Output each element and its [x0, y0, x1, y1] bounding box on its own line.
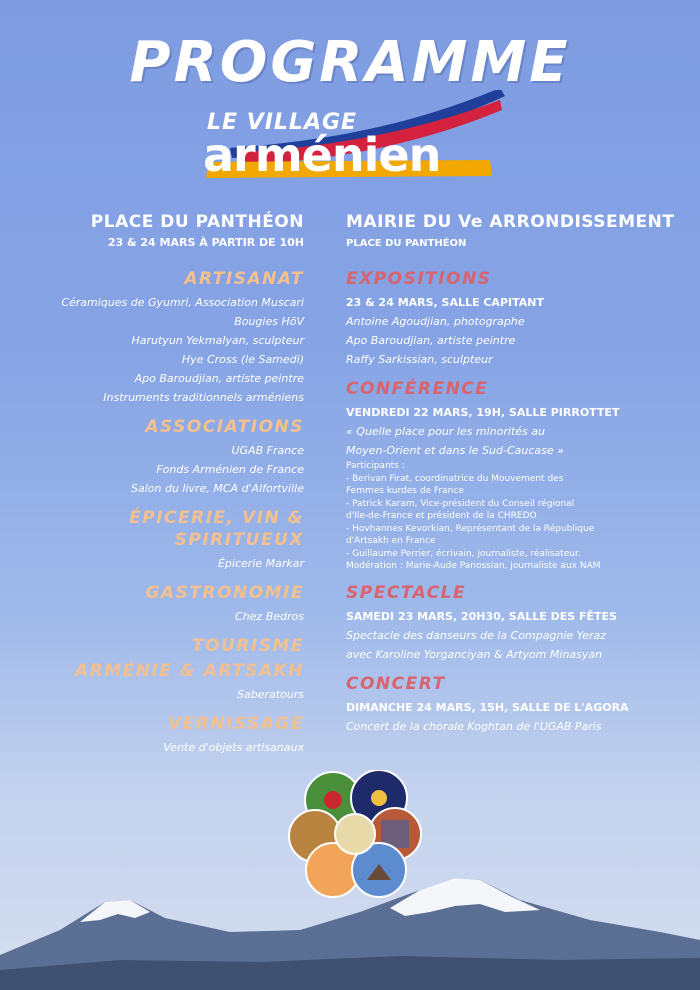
section-associations	[14, 416, 304, 498]
list-item: Raffy Sarkissian, sculpteur	[346, 353, 493, 366]
conference-quote: Moyen-Orient et dans le Sud-Caucase »	[346, 444, 564, 457]
list-item: Bougies HōV	[234, 315, 304, 328]
list-item: Apo Baroudjian, artiste peintre	[134, 372, 304, 385]
list-item: UGAB France	[231, 444, 304, 457]
left-column	[14, 268, 304, 766]
section-expositions	[346, 268, 686, 369]
venue-left-dates: 23 & 24 MARS À PARTIR DE 10H	[107, 236, 304, 249]
section-title: VERNISSAGE	[167, 714, 304, 734]
section-title: GASTRONOMIE	[145, 583, 304, 603]
collage-center-photo	[335, 814, 375, 854]
section-title: CONFÉRENCE	[346, 379, 489, 399]
list-item: Chez Bedros	[235, 610, 304, 623]
section-title: TOURISME	[191, 636, 304, 656]
list-item: Salon du livre, MCA d'Alfortville	[131, 482, 304, 495]
section-subhead: SAMEDI 23 MARS, 20H30, SALLE DES FÊTES	[346, 609, 617, 623]
participant-line: Femmes kurdes de France	[346, 486, 464, 496]
participant-line: d'Artsakh en France	[346, 536, 436, 546]
participant-line: - Berivan Firat, coordinatrice du Mouvement des	[346, 473, 564, 484]
venue-right-sub: PLACE DU PANTHÉON	[346, 238, 467, 249]
venue-right-name: MAIRIE DU Ve ARRONDISSEMENT	[346, 212, 675, 232]
list-item: Apo Baroudjian, artiste peintre	[346, 334, 516, 347]
page-title: PROGRAMME	[129, 30, 571, 95]
participant-line: - Patrick Karam, Vice-président du Conseil régional	[346, 498, 575, 509]
participant-line: d'Ile-de-France et président de la CHREDO	[346, 511, 537, 521]
list-item: Antoine Agoudjian, photographe	[346, 315, 525, 328]
list-item: Épicerie Markar	[217, 557, 304, 570]
venue-left-name: PLACE DU PANTHÉON	[90, 212, 304, 232]
participant-line: - Hovhannes Kevorkian, Représentant de la République	[346, 523, 595, 534]
section-subhead: DIMANCHE 24 MARS, 15H, SALLE DE L'AGORA	[346, 700, 629, 714]
section-conference	[346, 378, 686, 573]
logo-main-text: arménien	[203, 128, 441, 182]
list-item: Fonds Arménien de France	[156, 463, 304, 476]
list-item: Céramiques de Gyumri, Association Muscari	[61, 296, 304, 309]
participant-line: Participants :	[346, 461, 405, 471]
participant-line: Modération : Marie-Aude Panossian, journaliste aux NAM	[346, 561, 601, 571]
conference-quote: « Quelle place pour les minorités au	[346, 425, 545, 438]
section-title: ARTISANAT	[184, 269, 304, 289]
section-title: CONCERT	[346, 673, 446, 694]
participant-line: - Guillaume Perrier, écrivain, journaliste, réalisateur.	[346, 548, 581, 559]
mount-ararat-landscape	[0, 860, 700, 990]
section-epicerie	[14, 507, 304, 573]
list-item: Hye Cross (le Samedi)	[181, 353, 304, 366]
section-title: ARMÉNIE & ARTSAKH	[75, 661, 304, 681]
list-item: Harutyun Yekmalyan, sculpteur	[131, 334, 304, 347]
section-title: SPECTACLE	[346, 582, 467, 603]
section-subhead: VENDREDI 22 MARS, 19H, SALLE PIRROTTET	[346, 406, 620, 419]
list-item: Saberatours	[236, 688, 304, 701]
section-tourisme	[14, 635, 304, 704]
section-subhead: 23 & 24 MARS, SALLE CAPITANT	[346, 296, 544, 309]
section-title: ÉPICERIE, VIN & SPIRITUEUX	[129, 508, 304, 550]
list-item: Spectacle des danseurs de la Compagnie Yeraz	[346, 628, 607, 642]
list-item: Instruments traditionnels arméniens	[103, 391, 304, 404]
section-artisanat	[14, 268, 304, 407]
section-concert	[346, 673, 686, 736]
section-title: EXPOSITIONS	[346, 269, 492, 289]
right-column	[346, 268, 686, 745]
section-title: ASSOCIATIONS	[145, 417, 304, 437]
logo-top-text: LE VILLAGE	[207, 110, 358, 135]
list-item: Concert de la chorale Koghtan de l'UGAB Paris	[346, 719, 602, 733]
list-item: Vente d'objets artisanaux	[163, 741, 304, 754]
list-item: avec Karoline Yorganciyan & Artyom Minasyan	[346, 647, 603, 661]
section-spectacle	[346, 582, 686, 664]
section-gastronomie	[14, 582, 304, 626]
section-vernissage	[14, 713, 304, 757]
